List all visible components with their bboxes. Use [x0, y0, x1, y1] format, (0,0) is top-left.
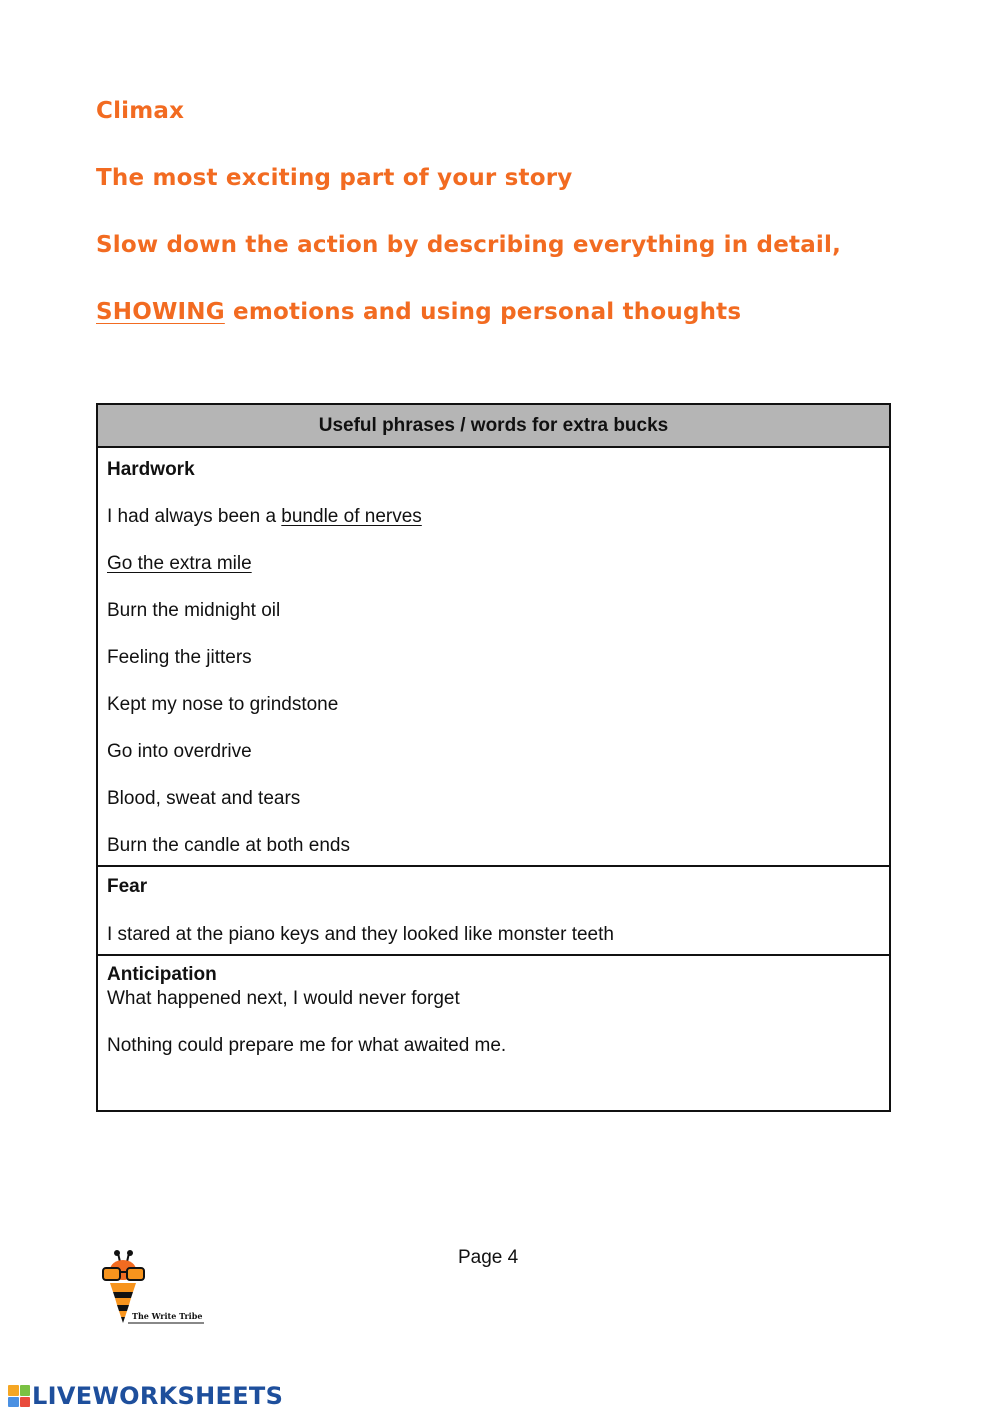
- phrase-prefix: I had always been a: [107, 506, 282, 527]
- phrase-never-forget: What happened next, I would never forget: [107, 988, 460, 1009]
- showing-underlined-word: SHOWING: [96, 299, 225, 325]
- phrase-piano-keys: I stared at the piano keys and they looked like monster teeth: [107, 924, 614, 945]
- section-hardwork: [98, 448, 889, 867]
- phrase-extra-mile: Go the extra mile: [107, 553, 252, 574]
- phrase-nothing-prepare: Nothing could prepare me for what awaited me.: [107, 1035, 507, 1056]
- brand-blocks-icon: [8, 1385, 30, 1407]
- page-number: Page 4: [458, 1247, 519, 1268]
- phrase-jitters: Feeling the jitters: [107, 647, 252, 668]
- subtitle-slow-down: Slow down the action by describing everything in detail,: [96, 232, 842, 258]
- phrase-blood-sweat: Blood, sweat and tears: [107, 788, 301, 809]
- phrase-overdrive: Go into overdrive: [107, 741, 252, 762]
- phrase-grindstone: Kept my nose to grindstone: [107, 694, 339, 715]
- brand-name: LIVEWORKSHEETS: [32, 1382, 284, 1410]
- page-title: Climax: [96, 98, 185, 124]
- section-anticipation: [98, 956, 889, 1110]
- section-title-anticipation: Anticipation: [107, 964, 217, 985]
- liveworksheets-brand[interactable]: [8, 1382, 283, 1410]
- section-title-fear: Fear: [107, 876, 148, 897]
- phrase-midnight-oil: Burn the midnight oil: [107, 600, 281, 621]
- subtitle-exciting-part: The most exciting part of your story: [96, 165, 573, 191]
- subtitle-showing-emotions: [96, 299, 741, 325]
- table-header: Useful phrases / words for extra bucks: [98, 405, 889, 448]
- showing-rest-text: emotions and using personal thoughts: [224, 299, 742, 325]
- phrase-candle: Burn the candle at both ends: [107, 835, 350, 856]
- phrase-underlined: bundle of nerves: [281, 506, 422, 527]
- section-fear: [98, 867, 889, 956]
- logo-caption: The Write Tribe: [132, 1311, 203, 1321]
- phrase-bundle-of-nerves: [107, 506, 422, 528]
- phrases-table: [96, 403, 891, 1112]
- section-title-hardwork: Hardwork: [107, 459, 195, 480]
